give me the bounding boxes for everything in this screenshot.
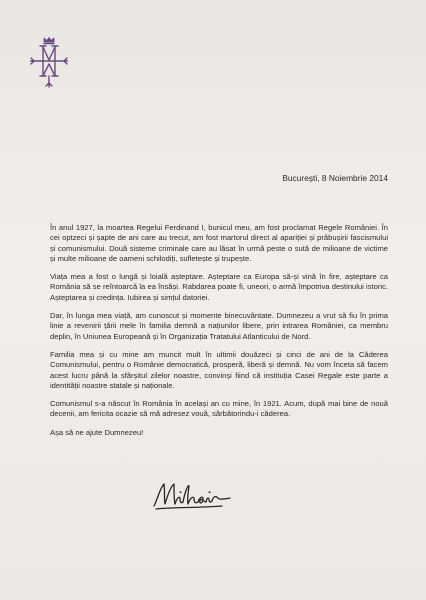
letter-place-date: București, 8 Noiembrie 2014 — [282, 173, 388, 183]
letter-paragraph-5: Comunismul s-a născut în România în același an cu mine, în 1921. Acum, după mai bine de nouă decenii, am fericita ocazie să mă adresez vouă, sărbătorindu-i căderea. — [50, 399, 388, 419]
letter-paragraph-4: Familia mea și cu mine am muncit mult în ultimii douăzeci și cinci de ani de la Căderea Comunismului, pentru o Românie democratică, prosperă, liberă și demnă. Nu vom înceta să facem acest lucru până la sfârșitul zilelor noastre, convinși fiind că instituția Casei Regale este parte a identității noastre statale și naționale. — [50, 349, 388, 390]
royal-monogram-crest-icon — [30, 36, 68, 88]
handwritten-signature — [152, 480, 232, 512]
letter-body — [50, 223, 388, 446]
letter-paragraph-3: Dar, în lunga mea viață, am cunoscut și momente binecuvântate. Dumnezeu a vrut să fiu în prima linie a revenirii țării mele în familia demnă a națiunilor libere, prin intrarea României, ca membru deplin, în Uniunea Europeană și în Organizația Tratatului Atlanticului de Nord. — [50, 311, 388, 341]
letter-paragraph-1: În anul 1927, la moartea Regelui Ferdinand I, bunicul meu, am fost proclamat Regele României. În cei optzeci și șapte de ani care au trecut, am fost martorul direct al apariției și prăbușirii fascismului și comunismului. Două sisteme criminale care au lăsat în urmă peste o sută de milioane de victime și multe milioane de oameni schilodiți, sufletește și trupește. — [50, 223, 388, 263]
letter-paragraph-2: Viața mea a fost o lungă și loială așteptare. Așteptare ca Europa să-și vină în fire, așteptare ca România să se reîntoarcă la ea însăși. Rabdarea poate fi, uneori, o armă împotriva destinului istoric. Așteptarea și credința. Iubirea și simțul datoriei. — [50, 272, 388, 302]
letter-closing: Așa să ne ajute Dumnezeu! — [50, 427, 144, 437]
